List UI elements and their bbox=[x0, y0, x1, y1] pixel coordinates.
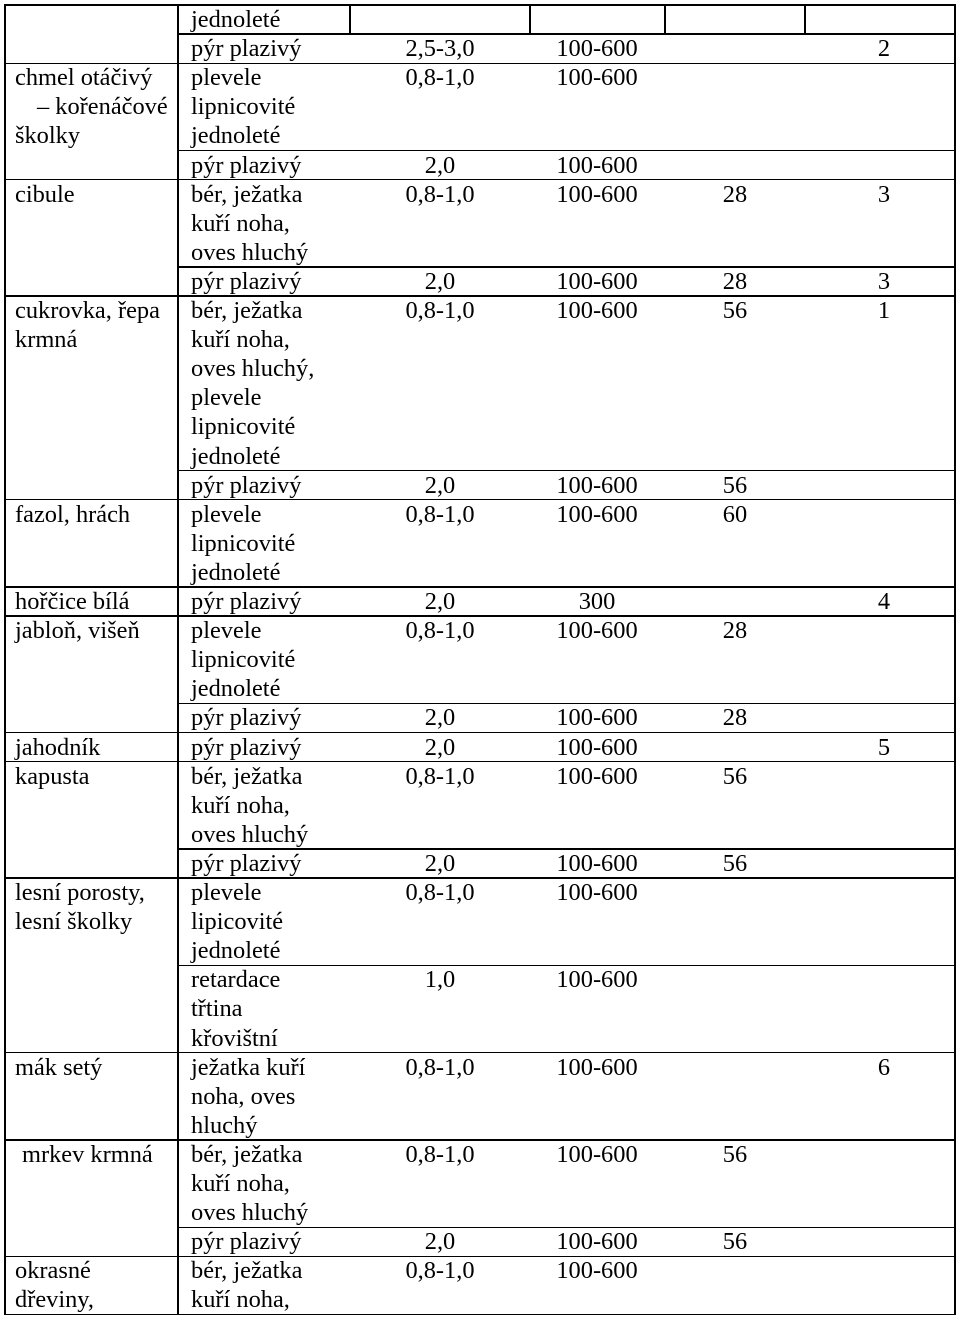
weed-line: plevele bbox=[191, 384, 262, 412]
weed-line: plevele bbox=[191, 617, 262, 645]
weed-line: plevele bbox=[191, 64, 262, 92]
weed-line: pýr plazivý bbox=[191, 1228, 302, 1256]
crop-name-line: kapusta bbox=[15, 762, 90, 790]
weed-line: lipicovité bbox=[191, 908, 284, 936]
crop-name-line: školky bbox=[15, 122, 81, 150]
table-right-border bbox=[954, 4, 955, 1315]
weed-line: kuří noha, bbox=[191, 1170, 290, 1197]
protection-period: 56 bbox=[722, 1228, 748, 1256]
weed-line: plevele bbox=[191, 500, 262, 528]
water-volume: 100-600 bbox=[556, 267, 638, 295]
note-value: 3 bbox=[877, 180, 891, 208]
water-volume: 100-600 bbox=[556, 704, 638, 732]
column-divider bbox=[804, 4, 805, 35]
weed-line: jednoleté bbox=[191, 6, 281, 33]
note-value: 2 bbox=[877, 35, 891, 63]
water-volume: 100-600 bbox=[556, 1140, 638, 1168]
note-value: 4 bbox=[877, 588, 891, 615]
crop-name-line: jahodník bbox=[15, 733, 101, 761]
water-volume: 100-600 bbox=[556, 180, 638, 208]
weed-line: oves hluchý, bbox=[191, 355, 315, 383]
protection-period: 28 bbox=[722, 704, 748, 732]
weed-line: lipnicovité bbox=[191, 93, 296, 121]
crop-column-divider bbox=[177, 4, 178, 1315]
weed-line: hluchý bbox=[191, 1111, 258, 1139]
weed-line: bér, ježatka bbox=[191, 297, 303, 324]
dose-value: 1,0 bbox=[424, 966, 456, 994]
weed-line: lipnicovité bbox=[191, 646, 296, 674]
weed-line: plevele bbox=[191, 879, 262, 906]
dose-value: 0,8-1,0 bbox=[405, 1140, 475, 1168]
crop-name-line: cukrovka, řepa bbox=[15, 297, 160, 324]
protection-period: 28 bbox=[722, 617, 748, 645]
crop-name-line: lesní školky bbox=[15, 908, 133, 936]
weed-line: pýr plazivý bbox=[191, 267, 302, 295]
water-volume: 100-600 bbox=[556, 617, 638, 645]
protection-period: 56 bbox=[722, 849, 748, 877]
water-volume: 100-600 bbox=[556, 1053, 638, 1081]
crop-divider bbox=[5, 732, 956, 733]
weed-line: jednoleté bbox=[191, 122, 281, 150]
weed-line: pýr plazivý bbox=[191, 588, 302, 615]
weed-line: retardace bbox=[191, 966, 281, 994]
weed-line: třtina bbox=[191, 995, 243, 1023]
crop-name-line: chmel otáčivý bbox=[15, 64, 153, 92]
weed-line: jednoleté bbox=[191, 558, 281, 586]
dose-value: 0,8-1,0 bbox=[405, 1053, 475, 1081]
weed-line: bér, ježatka bbox=[191, 180, 303, 208]
water-volume: 100-600 bbox=[556, 733, 638, 761]
crop-divider bbox=[5, 877, 956, 878]
crop-divider bbox=[5, 761, 956, 762]
crop-divider bbox=[5, 1256, 956, 1257]
protection-period: 60 bbox=[722, 500, 748, 528]
crop-name-line: jabloň, višeň bbox=[15, 617, 140, 645]
crop-name-line: lesní porosty, bbox=[15, 879, 145, 906]
weed-line: pýr plazivý bbox=[191, 704, 302, 732]
dose-value: 0,8-1,0 bbox=[405, 879, 475, 906]
weed-line: oves hluchý bbox=[191, 238, 309, 266]
crop-name-line: krmná bbox=[15, 326, 78, 354]
weed-line: křovištní bbox=[191, 1024, 278, 1052]
weed-line: jednoleté bbox=[191, 937, 281, 965]
dose-value: 0,8-1,0 bbox=[405, 762, 475, 790]
water-volume: 100-600 bbox=[556, 64, 638, 92]
dose-value: 0,8-1,0 bbox=[405, 617, 475, 645]
dose-value: 2,0 bbox=[424, 471, 456, 499]
weed-line: bér, ježatka bbox=[191, 762, 303, 790]
crop-name-line: – kořenáčové bbox=[37, 93, 168, 121]
weed-line: pýr plazivý bbox=[191, 733, 302, 761]
note-value: 1 bbox=[877, 297, 891, 324]
water-volume: 100-600 bbox=[556, 35, 638, 63]
dose-value: 2,0 bbox=[424, 267, 456, 295]
water-volume: 100-600 bbox=[556, 471, 638, 499]
column-divider bbox=[349, 4, 350, 35]
dose-value: 0,8-1,0 bbox=[405, 180, 475, 208]
dose-value: 2,5-3,0 bbox=[405, 35, 475, 63]
water-volume: 100-600 bbox=[556, 1228, 638, 1256]
crop-name-line: okrasné bbox=[15, 1257, 91, 1285]
protection-period: 56 bbox=[722, 1140, 748, 1168]
weed-line: ježatka kuří bbox=[191, 1053, 306, 1081]
dose-value: 2,0 bbox=[424, 588, 456, 615]
water-volume: 100-600 bbox=[556, 1257, 638, 1285]
crop-divider bbox=[5, 615, 956, 616]
water-volume: 100-600 bbox=[556, 297, 638, 324]
weed-line: pýr plazivý bbox=[191, 849, 302, 877]
protection-period: 56 bbox=[722, 297, 748, 324]
weed-line: bér, ježatka bbox=[191, 1140, 303, 1168]
dose-value: 0,8-1,0 bbox=[405, 297, 475, 324]
crop-name-line: hořčice bílá bbox=[15, 588, 130, 615]
weed-line: pýr plazivý bbox=[191, 35, 302, 63]
weed-line: jednoleté bbox=[191, 442, 281, 470]
table-top-border bbox=[5, 4, 956, 5]
weed-line: kuří noha, bbox=[191, 791, 290, 819]
dose-value: 2,0 bbox=[424, 1228, 456, 1256]
weed-line: oves hluchý bbox=[191, 1199, 309, 1227]
note-value: 3 bbox=[877, 267, 891, 295]
weed-line: pýr plazivý bbox=[191, 471, 302, 499]
water-volume: 100-600 bbox=[556, 879, 638, 906]
weed-line: noha, oves bbox=[191, 1082, 296, 1110]
table-left-border bbox=[4, 4, 5, 1315]
weed-line: lipnicovité bbox=[191, 529, 296, 557]
column-divider bbox=[529, 4, 530, 35]
column-divider bbox=[664, 4, 665, 35]
weed-line: bér, ježatka bbox=[191, 1257, 303, 1285]
crop-divider bbox=[5, 1052, 956, 1053]
dose-value: 0,8-1,0 bbox=[405, 64, 475, 92]
note-value: 5 bbox=[877, 733, 891, 761]
crop-name-line: mák setý bbox=[15, 1053, 103, 1081]
dose-value: 2,0 bbox=[424, 849, 456, 877]
dose-value: 2,0 bbox=[424, 151, 456, 179]
dose-value: 2,0 bbox=[424, 733, 456, 761]
weed-line: oves hluchý bbox=[191, 820, 309, 848]
weed-line: lipnicovité bbox=[191, 413, 296, 441]
crop-name-line: dřeviny, bbox=[15, 1286, 95, 1314]
dose-value: 0,8-1,0 bbox=[405, 500, 475, 528]
crop-divider bbox=[5, 499, 956, 500]
weed-line: kuří noha, bbox=[191, 1286, 290, 1314]
protection-period: 56 bbox=[722, 471, 748, 499]
table-bottom-border bbox=[5, 1314, 956, 1315]
water-volume: 100-600 bbox=[556, 500, 638, 528]
crop-name-line: mrkev krmná bbox=[22, 1140, 153, 1168]
dose-value: 0,8-1,0 bbox=[405, 1257, 475, 1285]
weed-line: kuří noha, bbox=[191, 326, 290, 354]
water-volume: 100-600 bbox=[556, 151, 638, 179]
weed-line: kuří noha, bbox=[191, 209, 290, 237]
note-value: 6 bbox=[877, 1053, 891, 1081]
water-volume: 300 bbox=[578, 588, 616, 615]
protection-period: 28 bbox=[722, 180, 748, 208]
crop-name-line: cibule bbox=[15, 180, 75, 208]
crop-divider bbox=[5, 179, 956, 180]
water-volume: 100-600 bbox=[556, 762, 638, 790]
dose-value: 2,0 bbox=[424, 704, 456, 732]
protection-period: 56 bbox=[722, 762, 748, 790]
weed-line: jednoleté bbox=[191, 675, 281, 703]
weed-line: pýr plazivý bbox=[191, 151, 302, 179]
water-volume: 100-600 bbox=[556, 849, 638, 877]
crop-divider bbox=[5, 586, 956, 587]
crop-name-line: fazol, hrách bbox=[15, 500, 131, 528]
protection-period: 28 bbox=[722, 267, 748, 295]
water-volume: 100-600 bbox=[556, 966, 638, 994]
